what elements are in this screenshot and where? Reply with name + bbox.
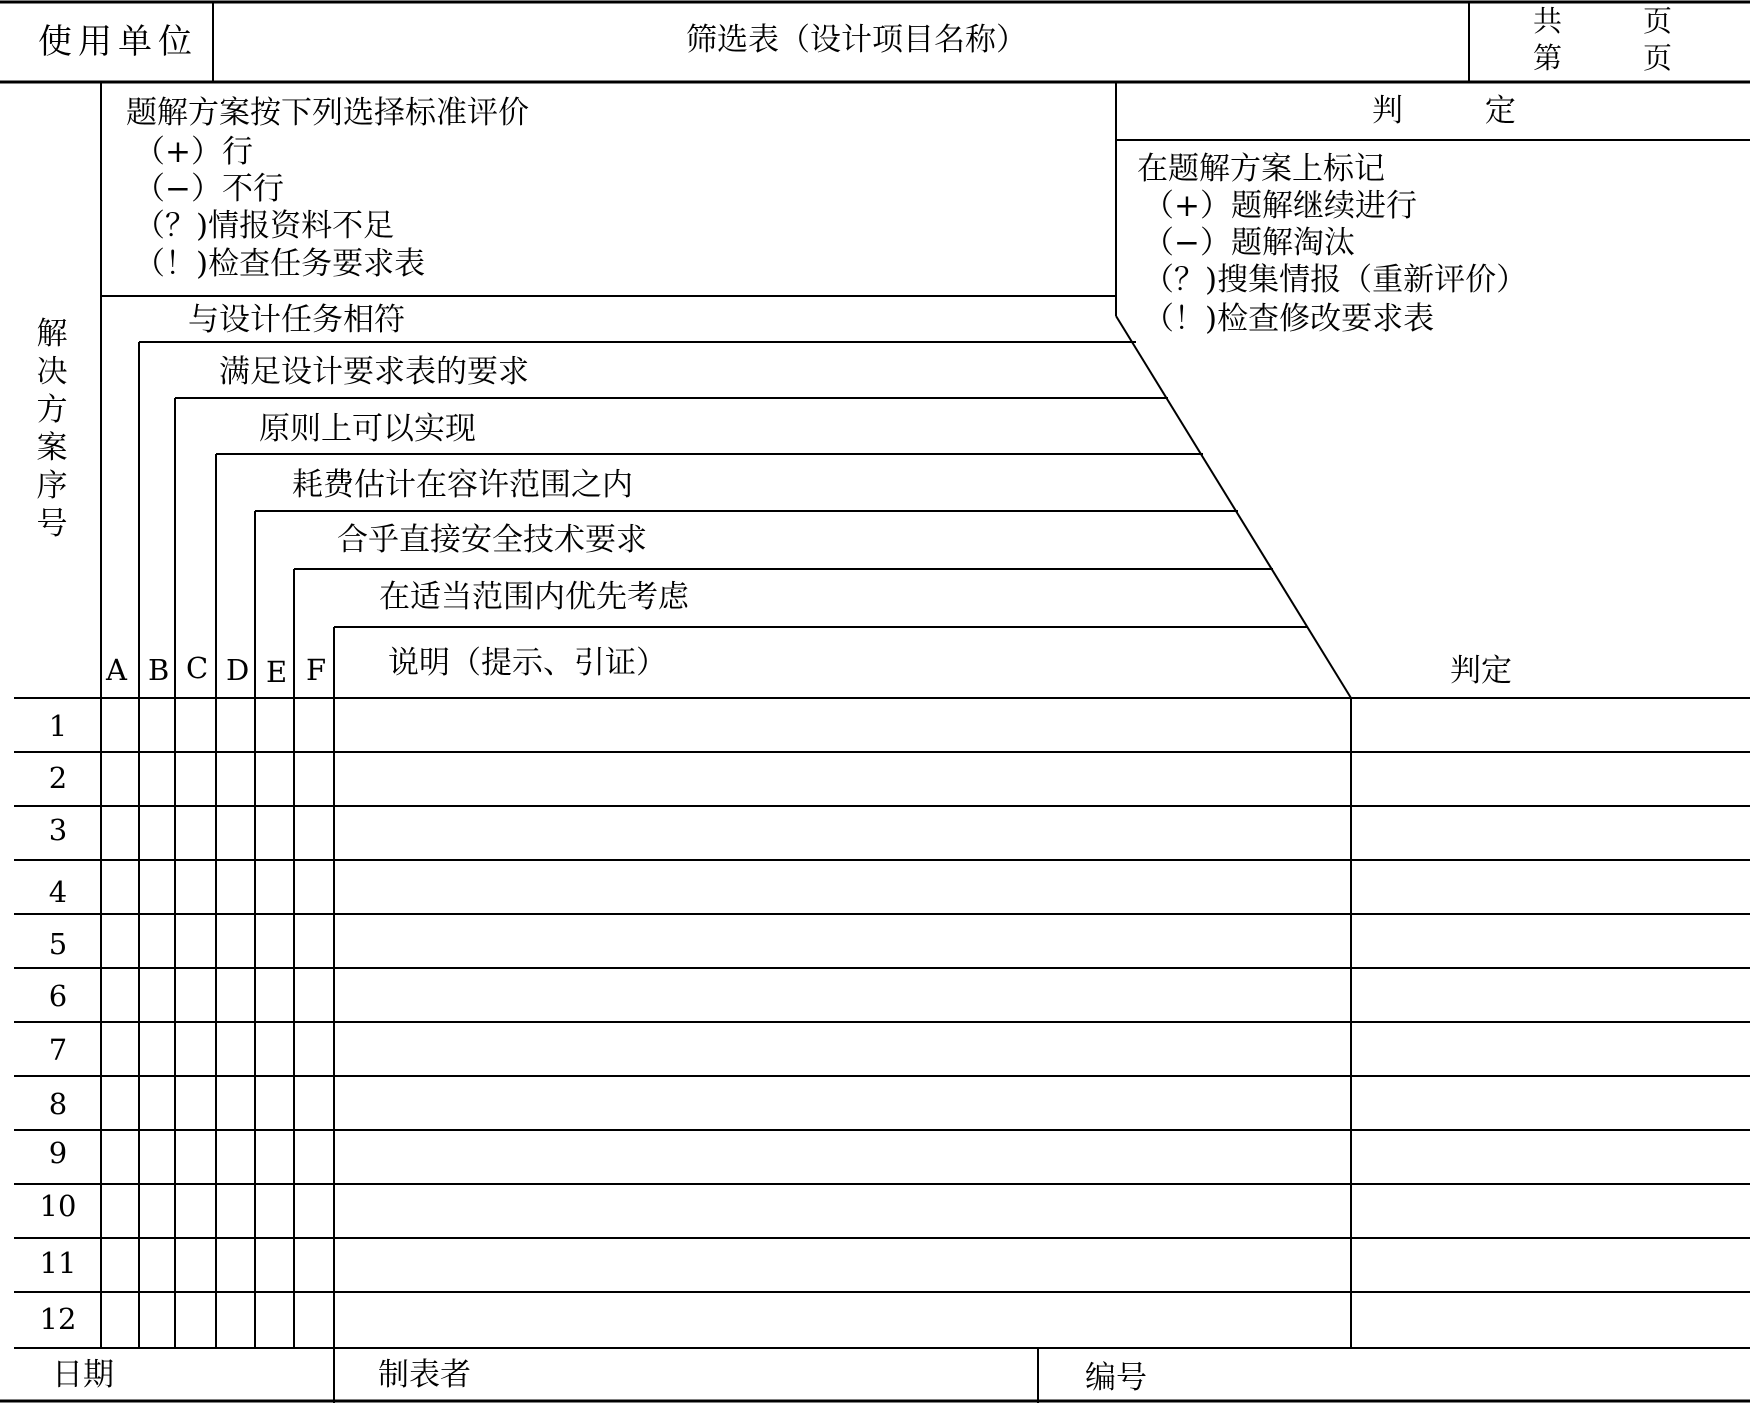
row-number: 11 — [39, 1246, 77, 1280]
column-letter: C — [186, 651, 209, 685]
row-number: 9 — [48, 1136, 68, 1170]
judgment-legend-item: （+）题解继续进行 — [1143, 188, 1417, 224]
row-number: 6 — [48, 979, 68, 1013]
judgment-legend-item: （！)检查修改要求表 — [1143, 301, 1435, 337]
row-number: 3 — [48, 813, 68, 847]
unit-label: 使用单位 — [38, 22, 198, 62]
row-number: 8 — [48, 1087, 68, 1121]
number-label: 编号 — [1085, 1360, 1147, 1396]
row-number: 5 — [48, 927, 68, 961]
row-number: 12 — [39, 1302, 77, 1336]
criteria-intro: 题解方案按下列选择标准评价 — [126, 95, 529, 131]
criteria-legend-item: （−）不行 — [134, 171, 284, 207]
criteria-legend-item: （！)检查任务要求表 — [134, 246, 426, 282]
judgment-column-header: 判定 — [1450, 653, 1512, 689]
column-letter: F — [306, 653, 327, 687]
solution-number-label: 解决方案序号 — [36, 316, 68, 542]
page-current-suffix: 页 — [1643, 41, 1673, 75]
criterion-d-label: 耗费估计在容许范围之内 — [292, 467, 633, 503]
row-number: 10 — [39, 1189, 77, 1223]
page-current-prefix: 第 — [1533, 41, 1563, 75]
row-number: 1 — [48, 709, 68, 743]
criterion-e-label: 合乎直接安全技术要求 — [337, 522, 647, 558]
criterion-b-label: 满足设计要求表的要求 — [219, 354, 529, 390]
remarks-column-header: 说明（提示、引证） — [388, 645, 667, 681]
maker-label: 制表者 — [378, 1357, 471, 1393]
judgment-title: 判 定 — [1372, 93, 1552, 129]
criterion-f-label: 在适当范围内优先考虑 — [379, 579, 689, 615]
judgment-legend-item: （？)搜集情报（重新评价） — [1143, 262, 1528, 298]
page-total-prefix: 共 — [1533, 4, 1563, 38]
column-letter: D — [226, 653, 250, 687]
column-letter: E — [266, 655, 288, 689]
column-letter: B — [148, 653, 170, 687]
column-letter: A — [106, 653, 127, 687]
criteria-legend-item: （+）行 — [134, 134, 253, 170]
row-number: 7 — [48, 1033, 68, 1067]
row-number: 2 — [48, 761, 68, 795]
judgment-intro: 在题解方案上标记 — [1137, 151, 1385, 187]
form-title: 筛选表（设计项目名称） — [686, 22, 1027, 58]
criterion-a-label: 与设计任务相符 — [188, 302, 405, 338]
criterion-c-label: 原则上可以实现 — [259, 411, 476, 447]
row-number: 4 — [48, 875, 68, 909]
date-label: 日期 — [52, 1357, 114, 1393]
page-total-suffix: 页 — [1643, 4, 1673, 38]
criteria-legend-item: （？)情报资料不足 — [134, 208, 395, 244]
judgment-legend-item: （−）题解淘汰 — [1143, 225, 1355, 261]
